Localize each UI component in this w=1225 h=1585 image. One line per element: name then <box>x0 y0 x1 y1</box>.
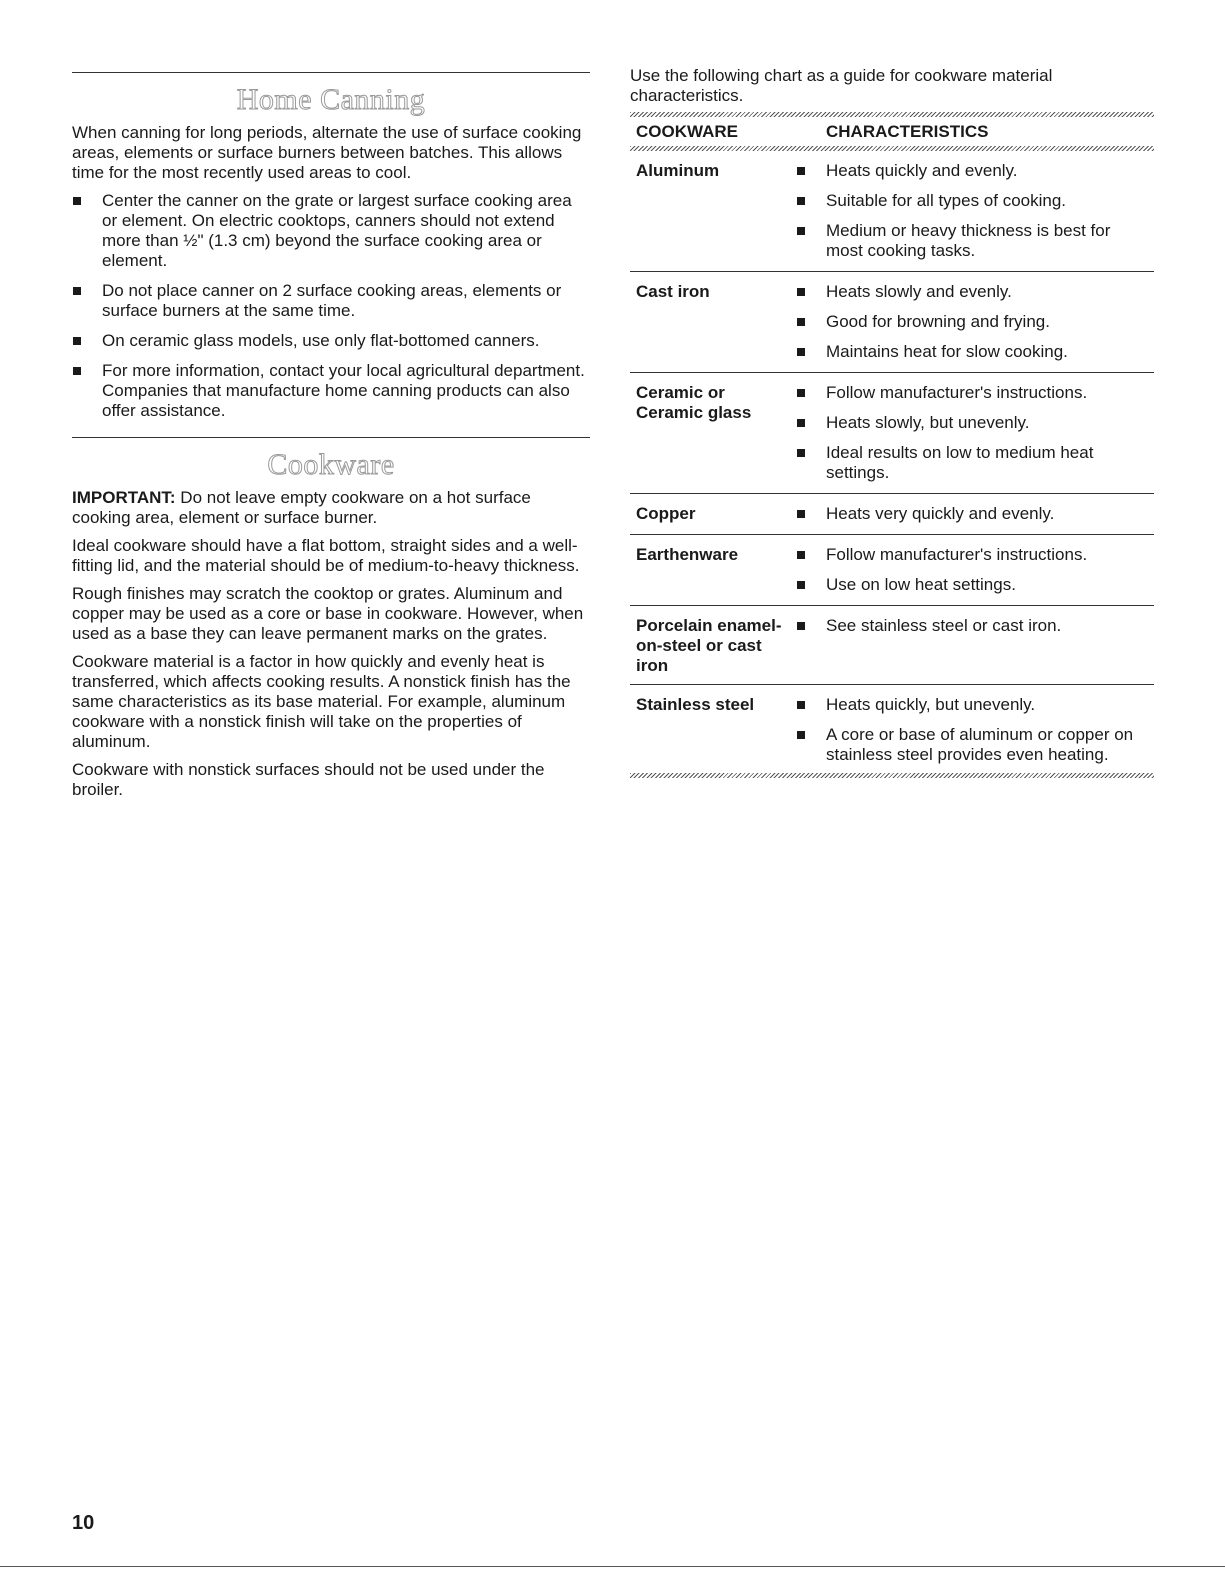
list-item: Heats quickly, but unevenly. <box>796 695 1148 715</box>
header-characteristics: CHARACTERISTICS <box>826 122 989 141</box>
list-item: Suitable for all types of cooking. <box>796 191 1148 211</box>
table-row <box>630 272 1154 373</box>
material-name: Porcelain enamel-on-steel or cast iron <box>636 616 782 675</box>
table-row <box>630 373 1154 494</box>
list-item: Heats slowly, but unevenly. <box>796 413 1148 433</box>
list-item: Do not place canner on 2 surface cooking areas, elements or surface burners at the same time. <box>72 281 590 321</box>
material-name: Ceramic or Ceramic glass <box>636 383 752 422</box>
list-item: Heats quickly and evenly. <box>796 161 1148 181</box>
table-row <box>630 685 1154 773</box>
important-note <box>72 488 590 528</box>
chart-intro: Use the following chart as a guide for cookware material characteristics. <box>630 66 1053 105</box>
important-label: IMPORTANT: <box>72 488 176 507</box>
important-text: Do not leave empty cookware on a hot surface cooking area, element or surface burner. <box>72 488 531 527</box>
table-bottom-rule <box>630 773 1154 778</box>
table-row <box>630 535 1154 606</box>
paragraph: Cookware material is a factor in how quickly and evenly heat is transferred, which affects cooking results. A nonstick finish has the same characteristics as its base material. For example, aluminum cookware with a nonstick finish will take on the properties of aluminum. <box>72 652 571 751</box>
section-divider <box>72 437 590 438</box>
paragraph: Cookware with nonstick surfaces should not be used under the broiler. <box>72 760 545 799</box>
list-item: Ideal results on low to medium heat settings. <box>796 443 1148 483</box>
page-number: 10 <box>72 1512 95 1534</box>
list-item: Maintains heat for slow cooking. <box>796 342 1148 362</box>
material-name: Earthenware <box>636 545 739 564</box>
list-item: A core or base of aluminum or copper on stainless steel provides even heating. <box>796 725 1148 765</box>
table-row <box>630 151 1154 272</box>
list-item: Heats slowly and evenly. <box>796 282 1148 302</box>
home-canning-intro: When canning for long periods, alternate the use of surface cooking areas, elements or surface burners between batches. This allows time for the most recently used areas to cool. <box>72 123 582 182</box>
material-name: Stainless steel <box>636 695 755 714</box>
list-item: Heats very quickly and evenly. <box>796 504 1148 524</box>
header-cookware: COOKWARE <box>636 122 738 141</box>
list-item: Medium or heavy thickness is best for most cooking tasks. <box>796 221 1148 261</box>
table-row <box>630 494 1154 535</box>
table-row <box>630 606 1154 685</box>
cookware-title: Cookware <box>267 448 395 481</box>
list-item: Use on low heat settings. <box>796 575 1148 595</box>
paragraph: Ideal cookware should have a flat bottom, straight sides and a well-fitting lid, and the material should be of medium-to-heavy thickness. <box>72 536 580 575</box>
material-name: Aluminum <box>636 161 720 180</box>
home-canning-title: Home Canning <box>236 83 426 116</box>
list-item: See stainless steel or cast iron. <box>796 616 1148 636</box>
left-column <box>72 72 590 808</box>
material-name: Copper <box>636 504 696 523</box>
list-item: Good for browning and frying. <box>796 312 1148 332</box>
table-header <box>630 117 1154 146</box>
list-item: On ceramic glass models, use only flat-bottomed canners. <box>72 331 590 351</box>
section-divider <box>72 72 590 73</box>
paragraph: Rough finishes may scratch the cooktop or grates. Aluminum and copper may be used as a core or base in cookware. However, when used as a base they can leave permanent marks on the grates. <box>72 584 584 643</box>
material-name: Cast iron <box>636 282 710 301</box>
list-item: Follow manufacturer's instructions. <box>796 545 1148 565</box>
home-canning-list <box>72 191 590 421</box>
right-column <box>630 66 1154 778</box>
list-item: Center the canner on the grate or largest surface cooking area or element. On electric cooktops, canners should not extend more than ½" (1.3 cm) beyond the surface cooking area or element. <box>72 191 590 271</box>
footer-rule <box>0 1566 1225 1567</box>
list-item: For more information, contact your local agricultural department. Companies that manufacture home canning products can also offer assistance. <box>72 361 590 421</box>
list-item: Follow manufacturer's instructions. <box>796 383 1148 403</box>
